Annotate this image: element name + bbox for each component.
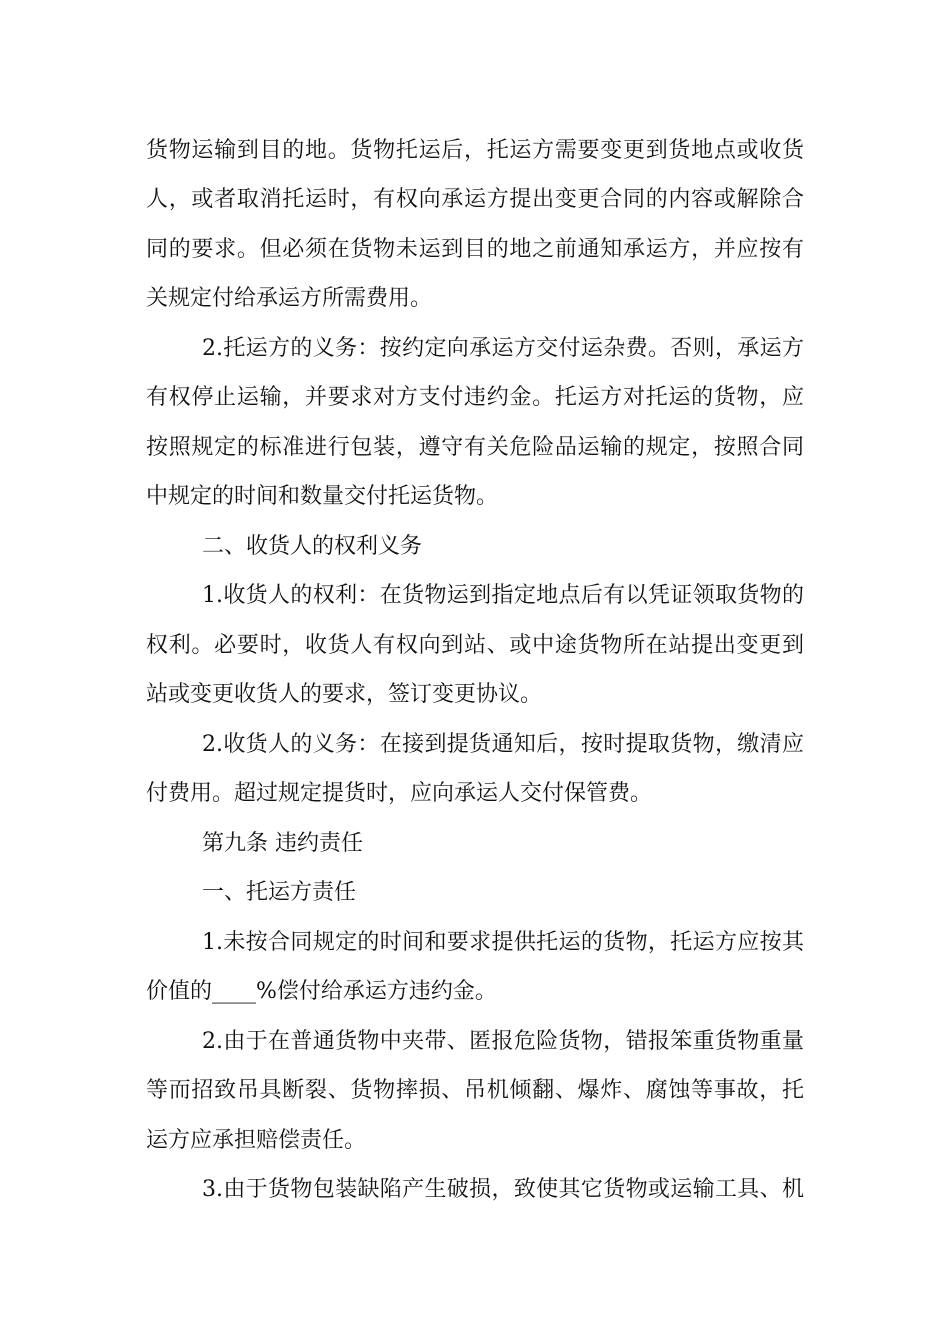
paragraph-start-line: 2.收货人的义务：在接到提货通知后，按时提取货物，缴清应 [202, 732, 804, 757]
text-line: 等而招致吊具断裂、货物摔损、吊机倾翻、爆炸、腐蚀等事故，托 [146, 1078, 804, 1103]
text-line: 货物运输到目的地。货物托运后，托运方需要变更到货地点或收货 [146, 138, 804, 163]
paragraph-start-line: 2.由于在普通货物中夹带、匿报危险货物，错报笨重货物重量 [202, 1029, 804, 1054]
article-heading: 第九条 违约责任 [202, 831, 363, 856]
section-heading: 一、托运方责任 [202, 880, 357, 905]
paragraph-start-line: 3.由于货物包装缺陷产生破损，致使其它货物或运输工具、机 [202, 1177, 804, 1202]
text-line: 站或变更收货人的要求，签订变更协议。 [146, 682, 543, 707]
text-line: 同的要求。但必须在货物未运到目的地之前通知承运方，并应按有 [146, 237, 804, 262]
paragraph-start-line: 1.未按合同规定的时间和要求提供托运的货物，托运方应按其 [202, 930, 804, 955]
text-line: 付费用。超过规定提货时，应向承运人交付保管费。 [146, 781, 653, 806]
paragraph-start-line: 2.托运方的义务：按约定向承运方交付运杂费。否则，承运方 [202, 336, 804, 361]
text-line: 人，或者取消托运时，有权向承运方提出变更合同的内容或解除合 [146, 187, 804, 212]
text-line: 价值的____%偿付给承运方违约金。 [146, 979, 497, 1004]
text-line: 权利。必要时，收货人有权向到站、或中途货物所在站提出变更到 [146, 633, 804, 658]
section-heading: 二、收货人的权利义务 [202, 534, 423, 559]
paragraph-start-line: 1.收货人的权利：在货物运到指定地点后有以凭证领取货物的 [202, 583, 804, 608]
text-line: 有权停止运输，并要求对方支付违约金。托运方对托运的货物，应 [146, 385, 804, 410]
text-line: 按照规定的标准进行包装，遵守有关危险品运输的规定，按照合同 [146, 435, 804, 460]
text-line: 关规定付给承运方所需费用。 [146, 286, 433, 311]
text-line: 中规定的时间和数量交付托运货物。 [146, 484, 499, 509]
text-line: 运方应承担赔偿责任。 [146, 1128, 367, 1153]
